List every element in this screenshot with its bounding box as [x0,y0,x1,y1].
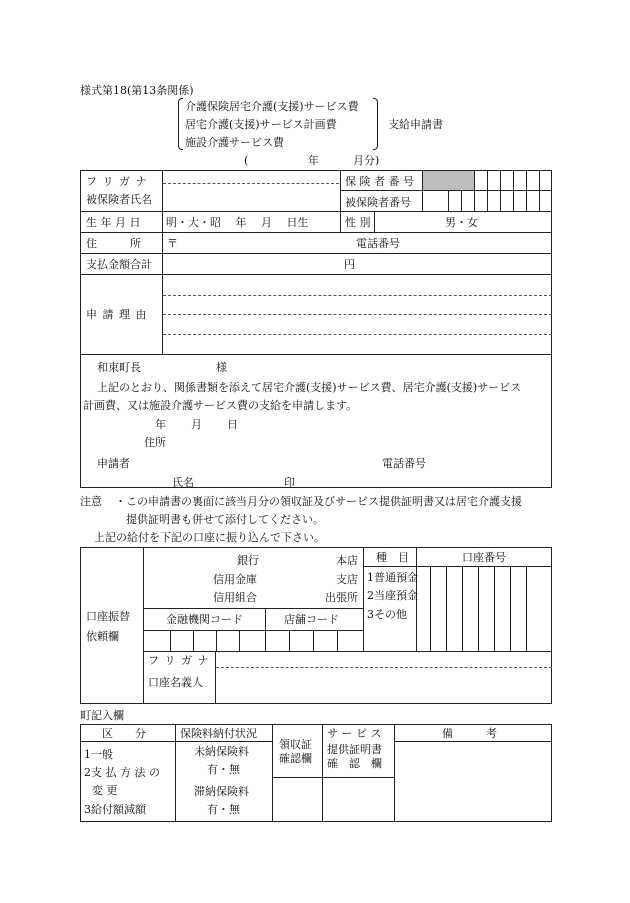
kind-1: 1普通預金 [367,571,418,584]
furigana-label: フ リ ガ ナ [86,175,148,188]
col-kubun: 区 分 [102,727,146,740]
insured-name-label: 被保険者氏名 [86,193,152,206]
sex-label: 性 別 [345,216,371,229]
shiten-label: 支店 [336,573,358,586]
col-service-3: 確 認 欄 [327,757,382,770]
birth-value: 明・大・昭 年 月 日生 [166,216,309,229]
kind-2: 2当座預金 [367,589,418,602]
applicant-label: 申請者 [97,457,130,470]
col-receipt-1: 領収証 [279,738,312,751]
notice-label: 注意 [80,495,102,508]
kubun-2b: 変 更 [92,784,118,797]
sama: 様 [216,361,227,374]
right-brace [373,98,378,150]
yen-label: 円 [344,258,355,271]
delinquent-value: 有・無 [207,803,240,816]
body-line-1: 上記のとおり、関係書類を添えて居宅介護(支援)サービス費、居宅介護(支援)サービス [97,381,522,394]
applicant-name: 氏名 [172,476,194,489]
title-suffix: 支給申請書 [388,118,443,131]
col-status: 保険料納付状況 [180,727,257,740]
applicant-address: 住所 [144,436,166,449]
holder-label: 口座名義人 [148,676,203,689]
insured-no-label: 被保険者番号 [345,196,411,209]
date-month: 月 [191,418,202,431]
addressee: 和束町長 [97,361,141,374]
body-line-2: 計画費、又は施設介護サービス費の支給を申請します。 [83,399,358,412]
bank-code-label: 金融機関コード [166,613,243,626]
applicant-phone: 電話番号 [382,457,426,470]
payment-total-label: 支払金額合計 [86,258,152,271]
option-2: 居宅介護(支援)サービス計画費 [185,118,337,131]
kumiai-label: 信用組合 [213,591,257,604]
sex-value: 男・女 [445,216,478,229]
shinkin-label: 信用金庫 [213,573,257,586]
line [340,190,552,191]
office-title: 町記入欄 [80,709,124,722]
bank-transfer-label-1: 口座振替 [86,610,130,623]
period-month: 月分) [353,154,380,167]
left-brace [178,98,183,150]
shutchosho-label: 出張所 [325,591,358,604]
holder-furigana-label: フ リ ガ ナ [148,654,210,667]
kubun-2a: 2支 払 方 法 の [84,766,160,779]
kubun-3: 3給付額減額 [84,803,146,816]
postal-mark: 〒 [167,237,178,250]
kubun-1: 1一般 [84,748,113,761]
account-no-label: 口座番号 [462,551,506,564]
application-box [80,355,552,488]
option-3: 施設介護サービス費 [185,136,284,149]
notice-line-2: 提供証明書も併せて添付してください。 [126,513,324,526]
date-year: 年 [155,418,166,431]
furigana-divider [163,183,339,184]
option-1: 介護保険居宅介護(支援)サービス費 [185,100,359,113]
col-receipt-2: 確認欄 [279,752,312,765]
unpaid-value: 有・無 [207,763,240,776]
address-label: 住 所 [86,237,141,250]
transfer-instruction: 上記の給付を下記の口座に振り込んで下さい。 [94,531,325,544]
honten-label: 本店 [336,554,358,567]
seal-mark: 印 [284,476,295,489]
form-number: 様式第18(第13条関係) [80,84,194,97]
col-note: 備 考 [442,727,497,740]
period-open: ( [244,154,249,167]
phone-label: 電話番号 [356,237,400,250]
notice-line-1: ・この申請書の裏面に該当月分の領収証及びサービス提供証明書又は居宅介護支援 [115,495,522,508]
kind-3: 3その他 [367,608,407,621]
col-service-2: 提供証明書 [327,743,382,756]
insurer-no-shaded [423,171,474,190]
unpaid-label: 未納保険料 [194,745,249,758]
delinquent-label: 滞納保険料 [194,785,249,798]
reason-label: 申 請 理 由 [86,308,148,321]
bank-transfer-label-2: 依頼欄 [86,630,119,643]
insurer-no-label: 保 険 者 番 号 [345,175,414,188]
period-year: 年 [308,154,319,167]
branch-code-label: 店舗コード [284,613,339,626]
birth-label: 生 年 月 日 [86,216,141,229]
kind-label: 種 目 [376,551,409,564]
date-day: 日 [227,418,238,431]
col-service-1: サ ー ビ ス [327,727,382,740]
bank-label: 銀行 [237,554,259,567]
